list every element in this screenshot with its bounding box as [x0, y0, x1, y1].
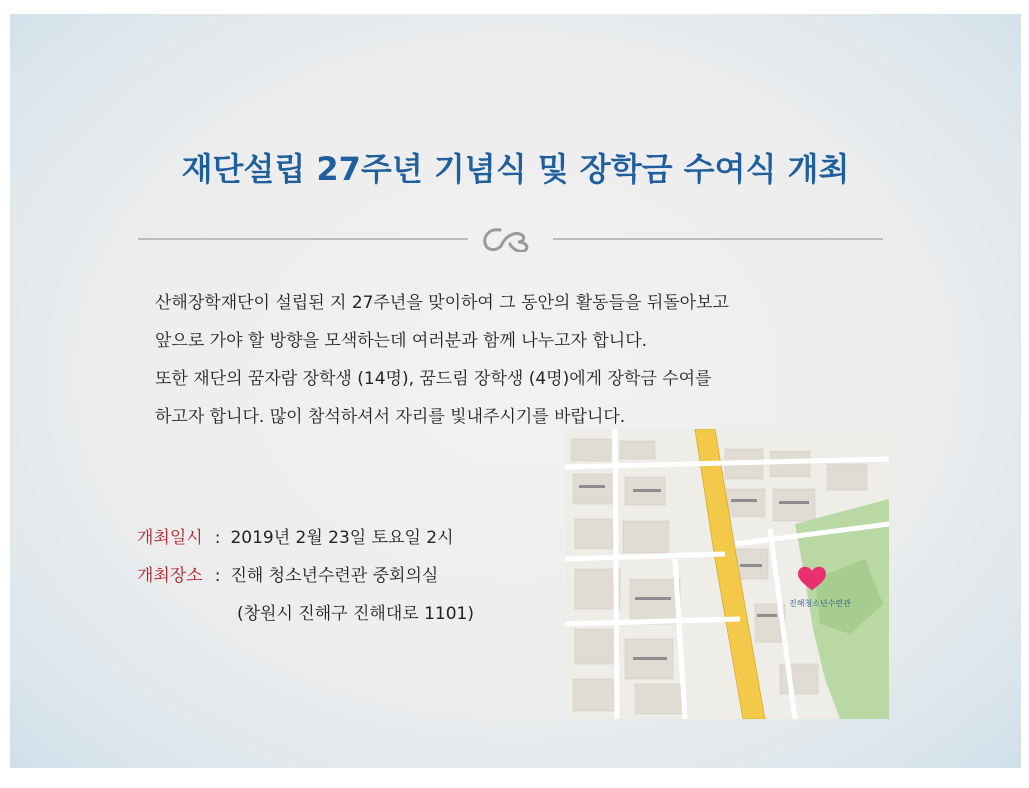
- map-marker-label: 진해청소년수련관: [789, 599, 851, 608]
- place-separator: :: [214, 566, 221, 586]
- slide: [10, 14, 1021, 768]
- date-separator: :: [214, 528, 221, 548]
- date-value: 2019년 2월 23일 토요일 2시: [230, 528, 454, 548]
- body-line: 산해장학재단이 설립된 지 27주년을 맞이하여 그 동안의 활동들을 뒤돌아보고: [155, 293, 729, 313]
- body-line: 앞으로 가야 할 방향을 모색하는데 여러분과 함께 나누고자 합니다.: [155, 331, 648, 351]
- date-label: 개최일시: [137, 528, 203, 548]
- flourish-icon: [485, 230, 527, 252]
- event-address-row: [137, 595, 474, 633]
- body-line: 하고자 합니다. 많이 참석하셔서 자리를 빛내주시기를 바랍니다.: [155, 407, 626, 427]
- address-value: (창원시 진해구 진해대로 1101): [237, 604, 474, 624]
- body-line: 또한 재단의 꿈자람 장학생 (14명), 꿈드림 장학생 (4명)에게 장학금 수여를: [155, 369, 712, 389]
- event-date-row: [137, 519, 474, 557]
- place-label: 개최장소: [137, 566, 203, 586]
- announcement-body: [155, 284, 875, 436]
- ornamental-divider: [138, 226, 883, 252]
- place-value: 진해 청소년수련관 중회의실: [230, 566, 439, 586]
- event-place-row: [137, 557, 474, 595]
- page-title: 재단설립 27주년 기념식 및 장학금 수여식 개최: [181, 150, 850, 188]
- location-map: [565, 429, 889, 719]
- event-info: [137, 519, 474, 633]
